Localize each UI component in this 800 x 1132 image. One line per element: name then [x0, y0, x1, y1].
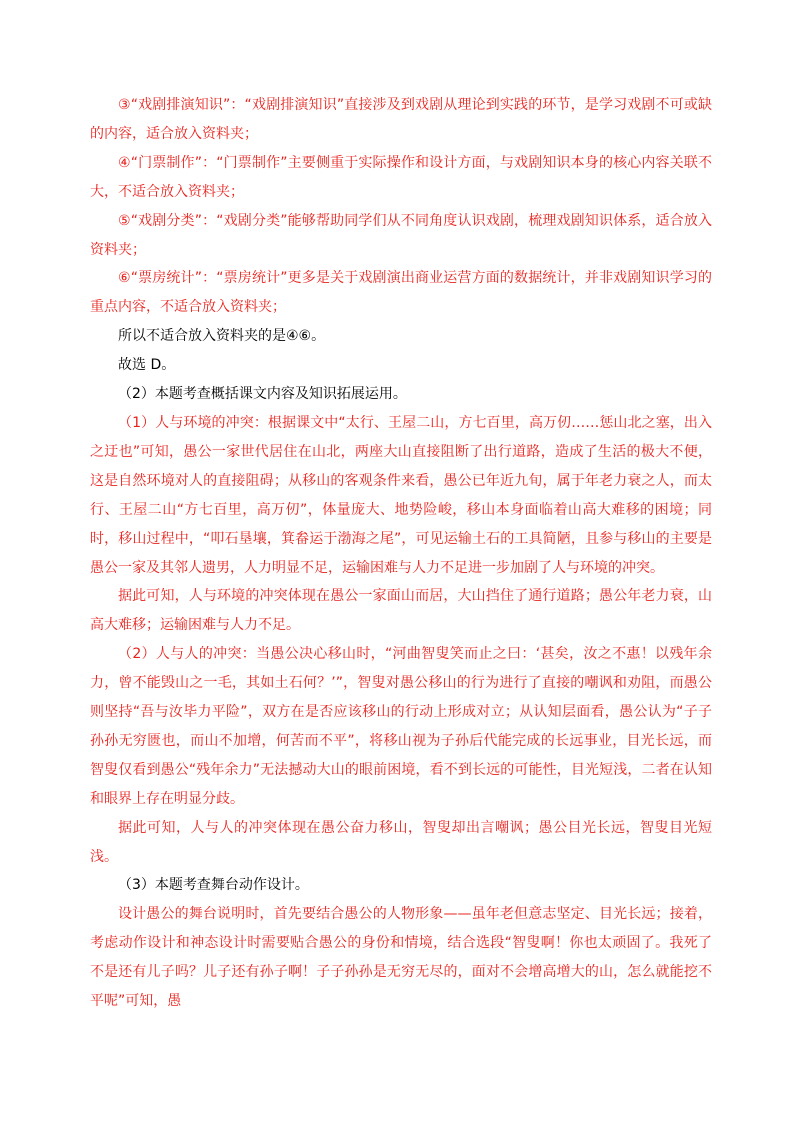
paragraph-conflict-people: （2）人与人的冲突：当愚公决心移山时，“河曲智叟笑而止之曰：‘甚矣，汝之不惠！以残年余力，曾不能毁山之一毛，其如土石何？’”，智叟对愚公移山的行为进行了直接的嘲讽和劝阻，而愚公则坚持“吾与汝毕力平险”，双方在是否应该移山的行动上形成对立；从认知层面看，愚公认为“子子孙孙无穷匮也，而山不加增，何苦而不平”，将移山视为子孙后代能完成的长远事业，目光长远，而智叟仅看到愚公“残年余力”无法撼动大山的眼前困境，看不到长远的可能性，目光短浅，二者在认知和眼界上存在明显分歧。	[90, 646, 712, 807]
paragraph-summary-people: 据此可知，人与人的冲突体现在愚公奋力移山，智叟却出言嘲讽；愚公目光长远，智叟目光短浅。	[90, 819, 712, 865]
paragraph-conclusion: 所以不适合放入资料夹的是④⑥。	[118, 328, 326, 345]
answer-explanation-body	[90, 91, 712, 1016]
paragraph-item-6: ⑥“票房统计”：“票房统计”更多是关于戏剧演出商业运营方面的数据统计，并非戏剧知识学习的重点内容，不适合放入资料夹；	[90, 270, 712, 316]
paragraph-summary-environment: 据此可知，人与环境的冲突体现在愚公一家面山而居，大山挡住了通行道路；愚公年老力衰，山高大难移；运输困难与人力不足。	[90, 588, 712, 634]
paragraph-item-5: ⑤“戏剧分类”：“戏剧分类”能够帮助同学们从不同角度认识戏剧，梳理戏剧知识体系，适合放入资料夹；	[90, 212, 712, 258]
paragraph-item-4: ④“门票制作”：“门票制作”主要侧重于实际操作和设计方面，与戏剧知识本身的核心内容关联不大，不适合放入资料夹；	[90, 154, 712, 200]
paragraph-item-3: ③“戏剧排演知识”：“戏剧排演知识”直接涉及到戏剧从理论到实践的环节，是学习戏剧不可或缺的内容，适合放入资料夹；	[90, 97, 712, 142]
paragraph-conflict-environment: （1）人与环境的冲突：根据课文中“太行、王屋二山，方七百里，高万仞……惩山北之塞，出入之迂也”可知，愚公一家世代居住在山北，两座大山直接阻断了出行道路，造成了生活的极大不便，这是自然环境对人的直接阻碍；从移山的客观条件来看，愚公已年近九旬，属于年老力衰之人，而太行、王屋二山“方七百里，高万仞”，体量庞大、地势险峻，移山本身面临着山高大难移的困境；同时，移山过程中，“叩石垦壤，箕畚运于渤海之尾”，可见运输土石的工具简陋，且参与移山的主要是愚公一家及其邻人遗男，人力明显不足，运输困难与人力不足进一步加剧了人与环境的冲突。	[90, 414, 712, 576]
paragraph-question-3-heading: （3）本题考查舞台动作设计。	[118, 877, 309, 894]
paragraph-question-2-heading: （2）本题考查概括课文内容及知识拓展运用。	[118, 386, 407, 403]
paragraph-stage-direction: 设计愚公的舞台说明时，首先要结合愚公的人物形象——虽年老但意志坚定、目光长远；接着，考虑动作设计和神态设计时需要贴合愚公的身份和情境，结合选段“智叟啊！你也太顽固了。我死了不是还有儿子吗？儿子还有孙子啊！子子孙孙是无穷无尽的，面对不会增高增大的山，怎么就能挖不平呢”可知，愚	[90, 906, 712, 1010]
paragraph-answer-choice: 故选 D。	[118, 357, 176, 374]
